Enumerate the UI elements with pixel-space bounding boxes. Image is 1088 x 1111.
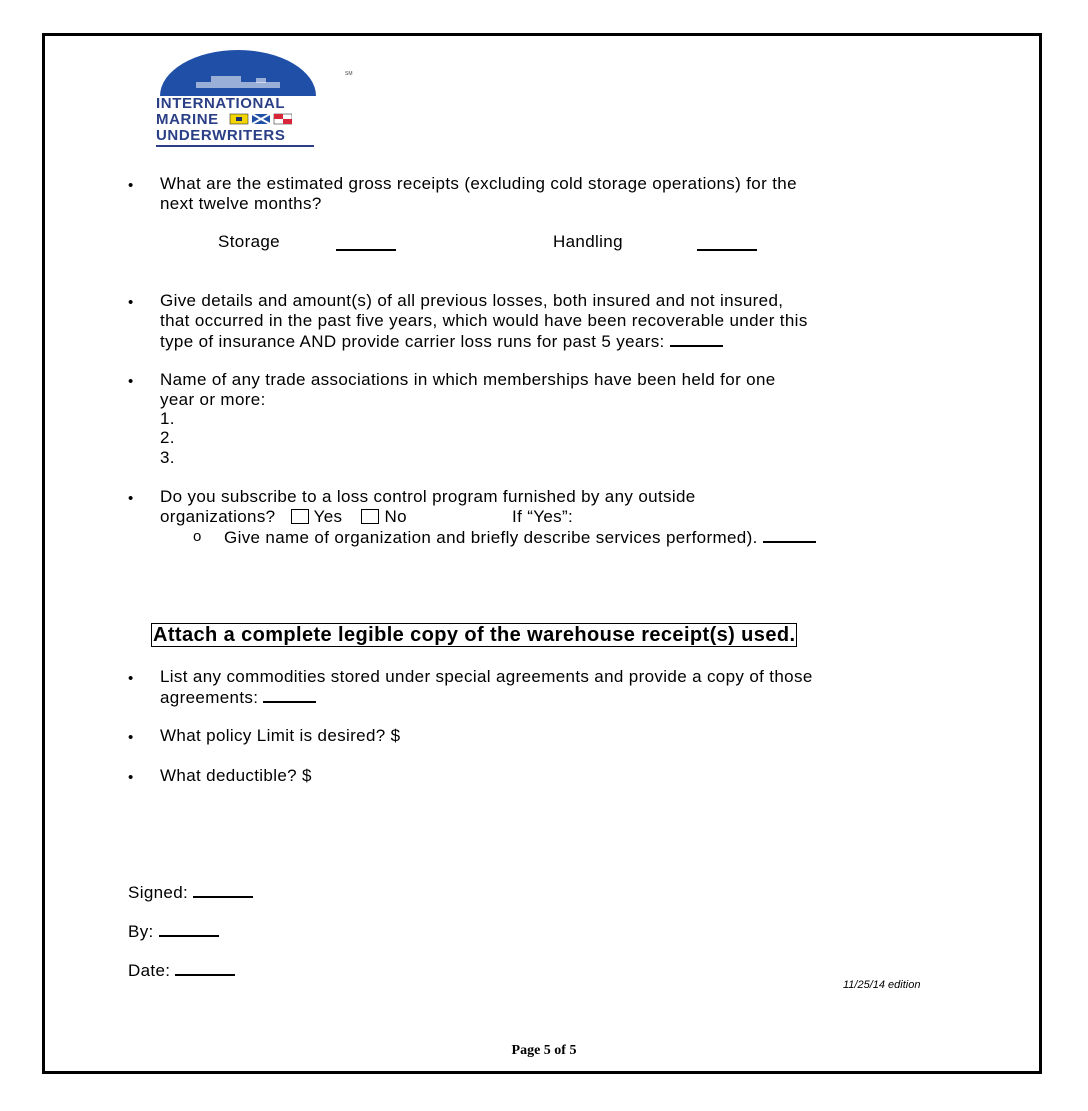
q5-line-2-text: agreements: xyxy=(160,688,259,707)
association-item-1: 1. xyxy=(160,409,175,428)
q3-line-2: year or more: xyxy=(160,390,266,409)
bullet-icon: • xyxy=(128,769,134,786)
q2-line-3-text: type of insurance AND provide carrier loss runs for past 5 years: xyxy=(160,332,665,351)
sub-bullet-icon: o xyxy=(193,528,202,545)
company-logo xyxy=(156,48,320,150)
q2-line-3 xyxy=(160,331,723,352)
storage-field[interactable] xyxy=(336,235,396,256)
no-checkbox[interactable] xyxy=(361,509,379,524)
losses-field[interactable] xyxy=(670,331,723,347)
page-number: Page 5 of 5 xyxy=(511,1043,577,1058)
logo-line-2-text: MARINE xyxy=(156,111,219,128)
handling-label: Handling xyxy=(553,232,623,251)
bullet-icon: • xyxy=(128,177,134,194)
logo-dome-graphic xyxy=(156,48,320,98)
q4-sub-item xyxy=(224,527,816,548)
signed-field[interactable] xyxy=(193,882,253,898)
q4-sub-item-text: Give name of organization and briefly describe services performed). xyxy=(224,528,758,547)
storage-label: Storage xyxy=(218,232,280,251)
bullet-icon: • xyxy=(128,294,134,311)
q6-policy-limit: What policy Limit is desired? $ xyxy=(160,726,401,745)
q7-deductible: What deductible? $ xyxy=(160,766,312,785)
no-label: No xyxy=(384,507,407,526)
bullet-icon: • xyxy=(128,729,134,746)
handling-field[interactable] xyxy=(697,235,757,256)
by-label: By: xyxy=(128,922,154,941)
logo-line-3: UNDERWRITERS xyxy=(156,127,286,144)
edition-note: 11/25/14 edition xyxy=(843,979,921,991)
attach-notice: Attach a complete legible copy of the warehouse receipt(s) used. xyxy=(153,624,796,646)
by-field[interactable] xyxy=(159,921,219,937)
q4-line-1: Do you subscribe to a loss control program furnished by any outside xyxy=(160,487,696,506)
bullet-icon: • xyxy=(128,670,134,687)
signed-label: Signed: xyxy=(128,883,189,902)
q3-line-1: Name of any trade associations in which memberships have been held for one xyxy=(160,370,776,389)
if-yes-label: If “Yes”: xyxy=(512,507,574,526)
trademark-mark: SM xyxy=(345,71,353,77)
logo-line-1: INTERNATIONAL xyxy=(156,95,286,112)
date-field[interactable] xyxy=(175,960,235,976)
q2-line-2: that occurred in the past five years, which would have been recoverable under this xyxy=(160,311,808,330)
q1-line-2: next twelve months? xyxy=(160,194,322,213)
association-item-2: 2. xyxy=(160,428,175,447)
q4-line-2 xyxy=(160,507,407,527)
q2-line-1: Give details and amount(s) of all previous losses, both insured and not insured, xyxy=(160,291,784,310)
agreements-field[interactable] xyxy=(263,687,316,703)
q5-line-1: List any commodities stored under special agreements and provide a copy of those xyxy=(160,667,813,686)
yes-label: Yes xyxy=(313,507,343,526)
logo-underline xyxy=(156,145,314,147)
q1-line-1: What are the estimated gross receipts (excluding cold storage operations) for the xyxy=(160,174,797,193)
signed-line xyxy=(128,882,253,903)
date-line xyxy=(128,960,235,981)
signal-flags-icon xyxy=(228,113,292,125)
q5-line-2 xyxy=(160,687,316,708)
logo-line-2 xyxy=(156,112,320,128)
bullet-icon: • xyxy=(128,373,134,390)
association-item-3: 3. xyxy=(160,448,175,467)
organization-field[interactable] xyxy=(763,527,816,543)
bullet-icon: • xyxy=(128,490,134,507)
q4-line-2-text: organizations? xyxy=(160,507,276,526)
yes-checkbox[interactable] xyxy=(291,509,309,524)
date-label: Date: xyxy=(128,961,171,980)
by-line xyxy=(128,921,219,942)
